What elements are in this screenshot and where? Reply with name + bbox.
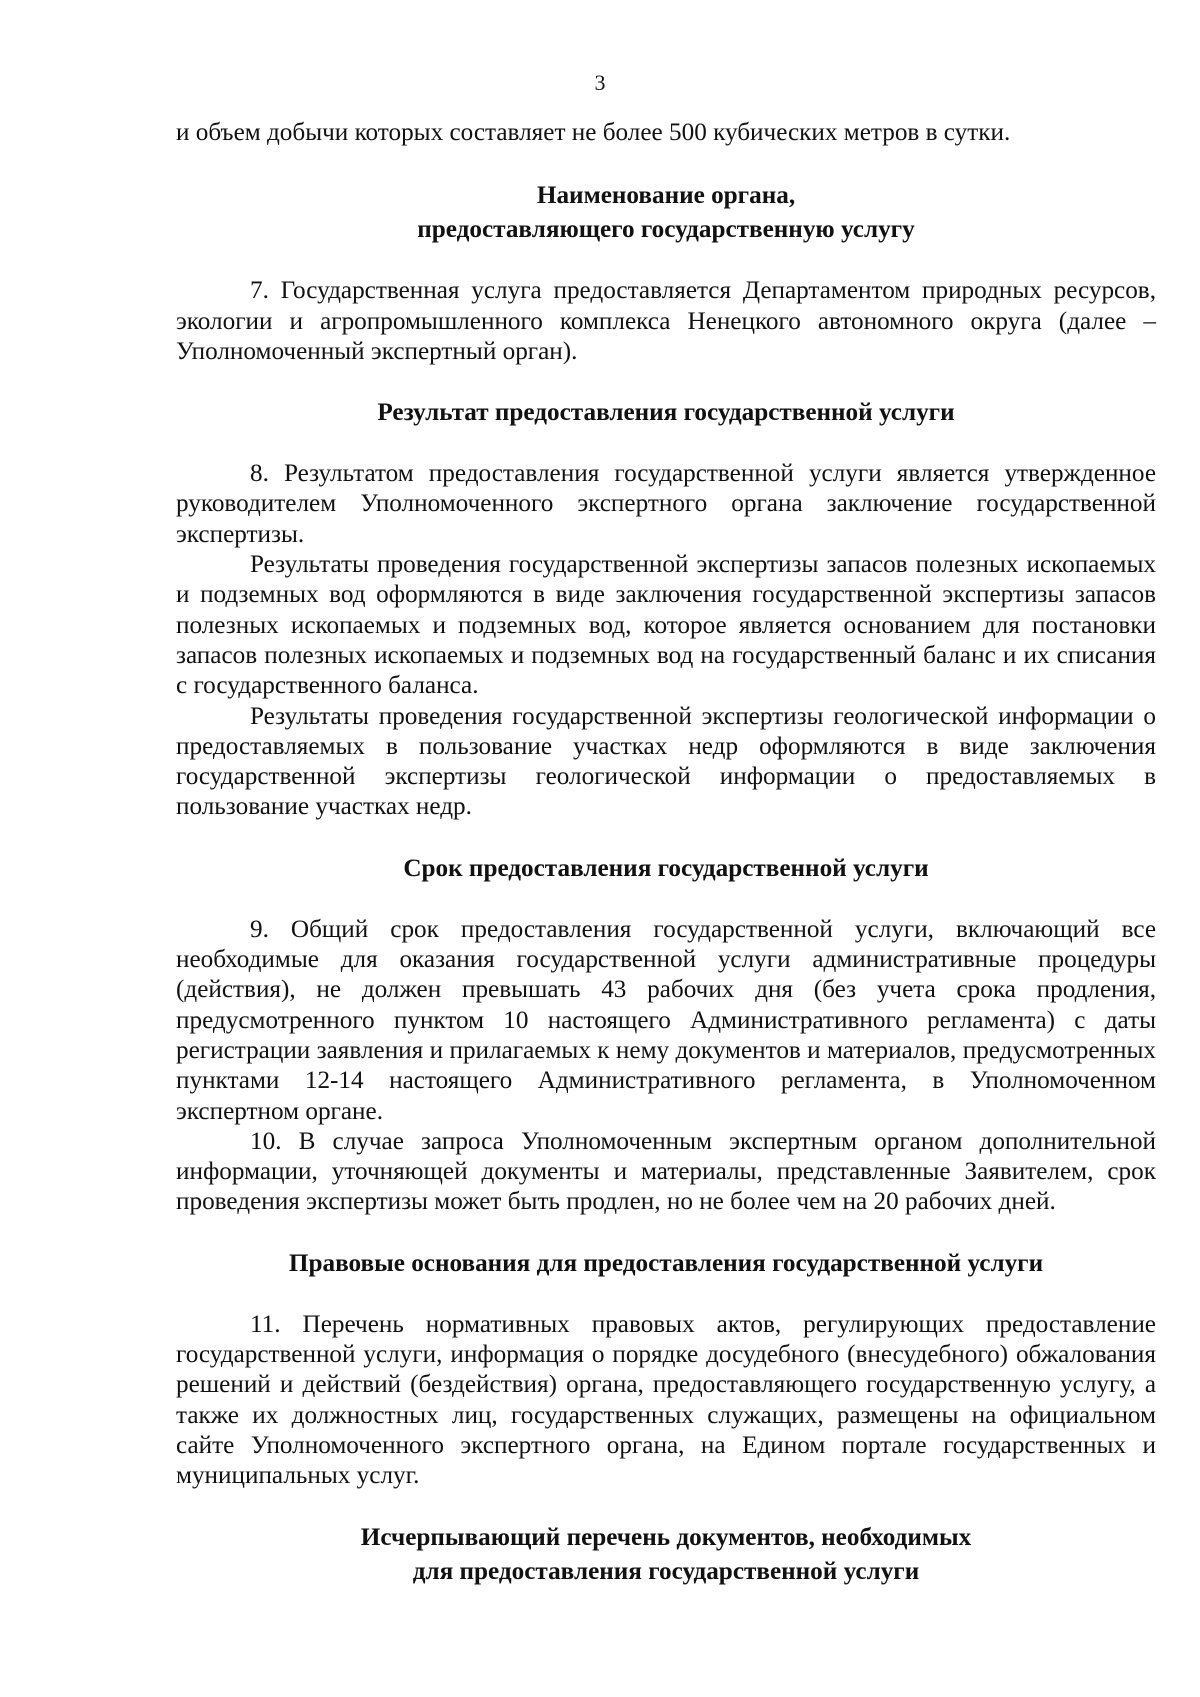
paragraph-9: 9. Общий срок предоставления государственной услуги, включающий все необходимые для оказания государственной услуги административные процедуры (действия), не должен превышать 43 рабочих дня (без учета срока продления, предусмотренного пунктом 10 настоящего Административного регламента) с даты регистрации заявления и прилагаемых к нему документов и материалов, предусмотренных пунктами 12-14 настоящего Административного регламента, в Уполномоченном экспертном органе.	[176, 915, 1156, 1125]
section-heading-result: Результат предоставления государственной услуги	[377, 399, 955, 427]
document-body	[176, 118, 1156, 1589]
paragraph-11: 11. Перечень нормативных правовых актов, регулирующих предоставление государственной услуги, информация о порядке досудебного (внесудебного) обжалования решений и действий (бездействия) органа, предоставляющего государственную услугу, а также их должностных лиц, государственных служащих, размещены на официальном сайте Уполномоченного экспертного органа, на Едином портале государственных и муниципальных услуг.	[176, 1310, 1156, 1490]
heading-line: предоставляющего государственную услугу	[417, 216, 915, 244]
heading-line: для предоставления государственной услуги	[412, 1557, 920, 1585]
section-heading-legal-basis: Правовые основания для предоставления государственной услуги	[288, 1249, 1044, 1277]
paragraph-7: 7. Государственная услуга предоставляется Департаментом природных ресурсов, экологии и агропромышленного комплекса Ненецкого автономного округа (далее – Уполномоченный экспертный орган).	[176, 277, 1156, 365]
intro-paragraph: и объем добычи которых составляет не более 500 кубических метров в сутки.	[176, 119, 1011, 146]
section-heading-documents	[176, 1521, 1156, 1589]
paragraph-8-reserves: Результаты проведения государственной экспертизы запасов полезных ископаемых и подземных вод оформляются в виде заключения государственной экспертизы запасов полезных ископаемых и подземных вод, которое является основанием для постановки запасов полезных ископаемых и подземных вод на государственный баланс и их списания с государственного баланса.	[176, 551, 1156, 700]
paragraph-8-geoinfo: Результаты проведения государственной экспертизы геологической информации о предоставляемых в пользование участках недр оформляются в виде заключения государственной экспертизы геологической информации о предоставляемых в пользование участках недр.	[176, 702, 1156, 821]
paragraph-8: 8. Результатом предоставления государственной услуги является утвержденное руководителем Уполномоченного экспертного органа заключение государственной экспертизы.	[176, 460, 1156, 548]
heading-line: Наименование органа,	[536, 182, 796, 210]
page-number: 3	[594, 70, 606, 95]
section-heading-term: Срок предоставления государственной услуги	[403, 854, 929, 882]
paragraph-10: 10. В случае запроса Уполномоченным экспертным органом дополнительной информации, уточняющей документы и материалы, представленные Заявителем, срок проведения экспертизы может быть продлен, но не более чем на 20 рабочих дней.	[176, 1127, 1156, 1216]
heading-line: Исчерпывающий перечень документов, необходимых	[360, 1523, 972, 1551]
section-heading-authority	[176, 179, 1156, 247]
